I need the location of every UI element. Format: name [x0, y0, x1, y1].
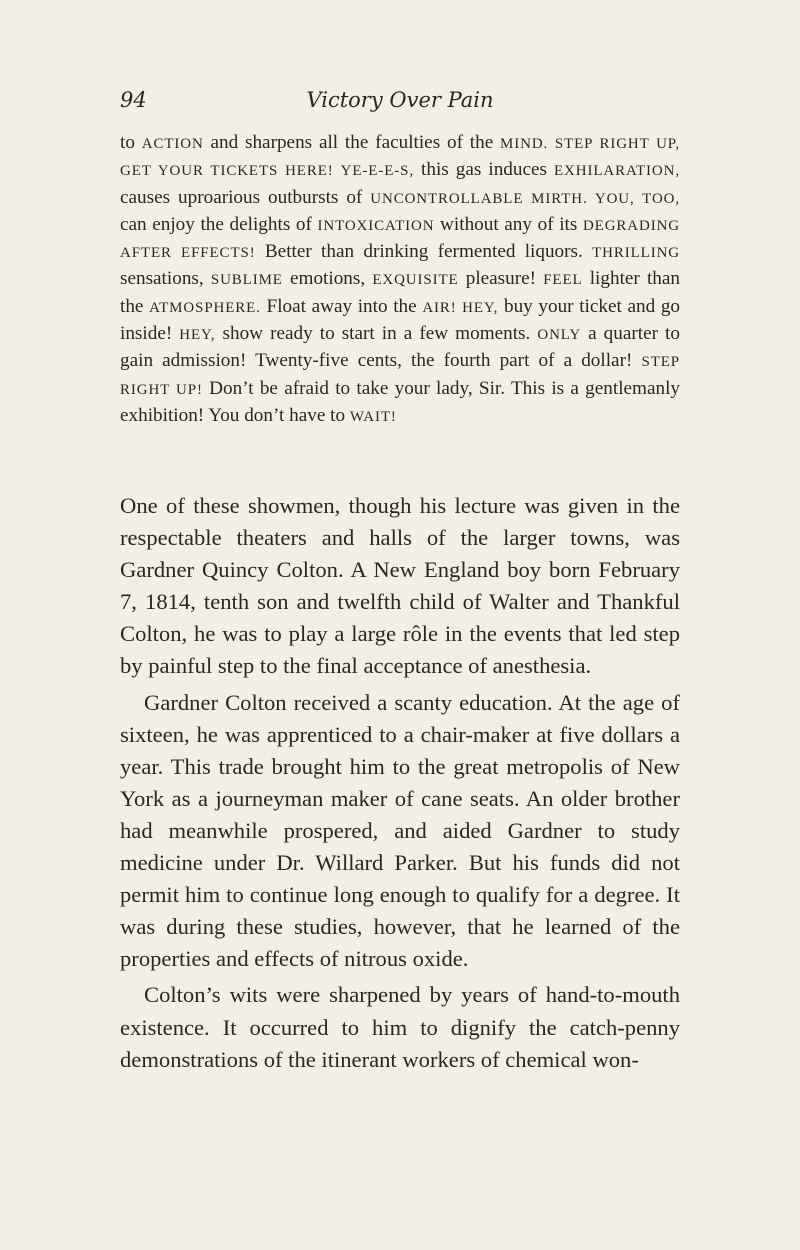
quote-small-caps: INTOXICATION: [317, 217, 435, 234]
paragraph-colton-education: Gardner Colton received a scanty education. At the age of sixteen, he was apprenticed to a chair-maker at five dollars a year. This trade brought him to the great metropolis of New York as a journeyman maker of cane seats. An older brother had meanwhile prospered, and aided Gardner to study medicine under Dr. Willard Parker. But his funds did not permit him to continue long enough to qualify for a degree. It was during these studies, however, that he learned of the properties and effects of nitrous oxide.: [120, 689, 680, 972]
quote-text: Better than drinking fermented liquors.: [255, 241, 593, 263]
running-title: Victory Over Pain: [306, 88, 494, 112]
quote-text: can enjoy the delights of: [120, 213, 318, 235]
quote-text: Float away into the: [260, 295, 423, 317]
quote-text: and sharpens all the faculties of the: [203, 132, 501, 153]
quote-text: [334, 159, 341, 180]
quote-text: pleasure!: [458, 268, 544, 290]
page-number: 94: [120, 88, 147, 112]
quote-text: this gas induces: [414, 159, 554, 181]
running-head: [120, 88, 680, 122]
quote-small-caps: AIR! HEY,: [422, 299, 499, 316]
showman-pitch-quote: [120, 130, 680, 430]
quote-paragraph: [120, 130, 680, 430]
quote-small-caps: STEP RIGHT UP!: [120, 354, 680, 398]
quote-small-caps: EXQUISITE: [372, 272, 459, 289]
paragraph-colton-intro: One of these showmen, though his lecture was given in the respectable theaters and halls of the larger towns, was Gardner Quincy Colton. A New England boy born February 7, 1814, tenth son and twelfth child of Walter and Thankful Colton, he was to play a large rôle in the events that led step by painful step to the final acceptance of anesthesia.: [120, 493, 680, 679]
quote-small-caps: ACTION: [141, 136, 204, 152]
quote-small-caps: YE-E-E-S,: [340, 163, 415, 180]
main-prose: [120, 490, 680, 1076]
quote-text: to: [120, 132, 142, 153]
quote-text: emotions,: [282, 268, 373, 290]
quote-text: lighter than the: [120, 268, 680, 317]
quote-text: without any of its: [434, 213, 583, 235]
quote-small-caps: ONLY: [537, 327, 582, 344]
quote-small-caps: SUBLIME: [210, 272, 283, 289]
quote-small-caps: UNCONTROLLABLE MIRTH. YOU, TOO,: [370, 190, 680, 207]
quote-small-caps: FEEL: [543, 272, 583, 289]
quote-small-caps: MIND. STEP RIGHT UP, GET YOUR TICKETS HERE!: [120, 136, 680, 180]
quote-text: Don’t be afraid to take your lady, Sir. This is a gentlemanly exhibition! You don’t have to: [120, 377, 681, 426]
quote-small-caps: HEY,: [179, 327, 216, 344]
quote-small-caps: EXHILARATION,: [553, 163, 680, 180]
quote-text: causes uproarious outbursts of: [120, 186, 371, 208]
quote-text: buy your ticket and go inside!: [120, 295, 681, 345]
quote-small-caps: WAIT!: [349, 408, 397, 425]
quote-small-caps: ATMOSPHERE.: [149, 299, 261, 316]
quote-text: show ready to start in a few moments.: [215, 323, 538, 345]
quote-small-caps: DEGRADING AFTER EFFECTS!: [120, 217, 680, 262]
quote-text: a quarter to gain admission! Twenty-five cents, the fourth part of a dollar!: [120, 323, 680, 372]
quote-text: sensations,: [120, 268, 211, 290]
paragraph-colton-wits: Colton’s wits were sharpened by years of hand-to-mouth existence. It occurred to him to dignify the catch-penny demonstrations of the itinerant workers of chemical won-: [120, 982, 680, 1072]
quote-small-caps: THRILLING: [592, 245, 680, 262]
